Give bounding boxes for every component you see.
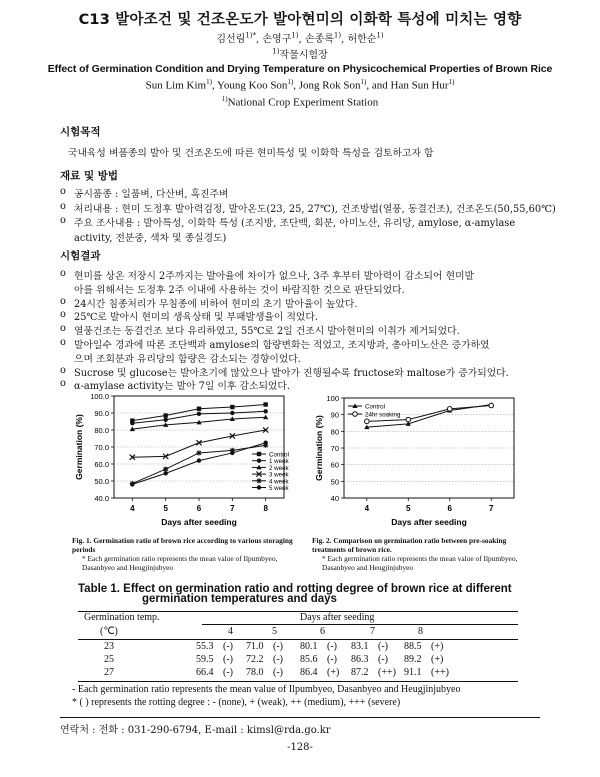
data-point xyxy=(163,418,167,422)
table-cell-rotting: (-) xyxy=(273,667,283,678)
legend-label: 2 week xyxy=(269,464,289,472)
y-tick-label: 60 xyxy=(330,460,339,470)
table-rule-mid xyxy=(78,639,518,640)
y-tick-label: 60.0 xyxy=(94,460,109,469)
bullet-text: 공시품종 : 일품벼, 다산벼, 흑진주벼 xyxy=(74,189,229,200)
table-cell-temp: 23 xyxy=(104,641,114,652)
authors-korean: 김선림$^{1)*}$, 손영구$^{1)}$, 손종록$^{1)}$, 허한순$^{1)}$ xyxy=(216,31,384,45)
table-cell-rotting: (-) xyxy=(223,641,233,652)
data-point xyxy=(263,441,267,445)
table-cell-rotting: (+) xyxy=(431,654,444,665)
table-cell-rotting: (-) xyxy=(273,654,283,665)
bullet-text: 으며 조회분과 유리당의 함량은 감소되는 경향이었다. xyxy=(74,353,301,365)
y-axis-label: Germination (%) xyxy=(74,414,84,480)
bullet-marker: o xyxy=(60,268,66,279)
objective-text: 국내육성 벼품종의 발아 및 건조온도에 따른 현미특성 및 이화학 특성을 검토하고자 함 xyxy=(68,148,434,159)
x-tick-label: 8 xyxy=(263,504,268,513)
legend-label: Control xyxy=(365,403,385,411)
figure-2-caption: Fig. 2. Comparison on germination ratio between pre-soaking treatments of brown rice. * Each germination ratio represents the mean value of Ilpumbyeo, Dasanbyeo and Heugjinjubyeo xyxy=(312,536,518,572)
bullet-marker: o xyxy=(60,200,66,212)
data-point xyxy=(163,413,167,417)
table-cell-rotting: (-) xyxy=(378,641,388,652)
legend-label: 24hr soaking xyxy=(365,411,401,419)
results-heading: 시험결과 xyxy=(60,250,101,262)
data-point xyxy=(197,458,201,462)
table-cell-rotting: (-) xyxy=(327,641,337,652)
table-cell-rotting: (+) xyxy=(431,641,444,652)
footer-rule xyxy=(60,717,540,718)
data-point xyxy=(230,451,234,455)
table-cell-value: 71.0 xyxy=(246,641,264,652)
table-cell-value: 78.0 xyxy=(246,667,264,678)
table-cell-value: 86.3 xyxy=(351,654,369,665)
legend-marker xyxy=(257,459,261,463)
page-number: -128- xyxy=(287,742,313,753)
y-tick-label: 80.0 xyxy=(94,426,109,435)
table-cell-temp: 25 xyxy=(104,654,114,665)
figure-2-chart xyxy=(310,388,525,534)
table-col-group: Days after seeding xyxy=(300,612,375,623)
figure-1-chart xyxy=(72,388,297,534)
data-point xyxy=(130,482,134,486)
data-point xyxy=(263,402,267,406)
legend-marker xyxy=(257,485,261,489)
x-tick-label: 6 xyxy=(447,504,452,513)
data-point xyxy=(263,409,267,413)
affiliation-korean: $^{1)}$작물시험장 xyxy=(272,47,328,61)
table-cell-value: 80.1 xyxy=(300,641,318,652)
y-tick-label: 50.0 xyxy=(94,477,109,486)
y-tick-label: 90.0 xyxy=(94,409,109,418)
table-cell-value: 55.3 xyxy=(196,641,214,652)
x-tick-label: 5 xyxy=(163,504,168,513)
x-tick-label: 4 xyxy=(130,504,135,513)
x-tick-label: 6 xyxy=(196,504,202,513)
table-day-header: 7 xyxy=(370,626,375,637)
table-cell-value: 83.1 xyxy=(351,641,369,652)
table-cell-rotting: (-) xyxy=(273,641,283,652)
legend-label: 4 week xyxy=(269,478,289,486)
table-cell-value: 91.1 xyxy=(404,667,422,678)
table-cell-value: 86.4 xyxy=(300,667,318,678)
data-point xyxy=(130,421,134,425)
figure-1-caption: Fig. 1. Germination ratio of brown rice according to various storaging periods * Each germination ratio represents the mean value of Ilpumbyeo, Dasanbyeo and Heugjinjubyeo xyxy=(72,536,293,572)
y-tick-label: 80 xyxy=(330,427,339,437)
table-cell-value: 66.4 xyxy=(196,667,214,678)
bullet-text: 아를 위해서는 도정후 2주 이내에 사용하는 것이 바람직한 것으로 판단되었다. xyxy=(74,284,405,296)
bullet-marker: o xyxy=(60,309,66,321)
legend-marker xyxy=(353,412,358,417)
data-point xyxy=(196,450,201,455)
objective-heading: 시험목적 xyxy=(60,126,101,138)
bullet-marker: o xyxy=(60,323,66,335)
table-cell-value: 72.2 xyxy=(246,654,264,665)
table-note-1: - Each germination ratio represents the mean value of Ilpumbyeo, Dasanbyeo and Heugjinjubyeo xyxy=(72,684,461,695)
data-point xyxy=(230,411,234,415)
legend-label: Control xyxy=(269,451,289,459)
x-axis-label: Days after seeding xyxy=(391,517,467,527)
bullet-marker: o xyxy=(60,295,66,307)
table-row-head-1: Germination temp. xyxy=(84,612,160,623)
table-day-header: 6 xyxy=(320,626,325,637)
table-cell-rotting: (++) xyxy=(431,667,449,678)
bullet-text: 현미를 상온 저장시 2주까지는 발아율에 차이가 없으나, 3주 후부터 발아력이 감소되어 현미발 xyxy=(74,271,474,282)
table-cell-temp: 27 xyxy=(104,667,114,678)
table-cell-rotting: (-) xyxy=(223,667,233,678)
bullet-marker: o xyxy=(60,186,66,197)
table-title: Table 1. Effect on germination ratio and rotting degree of brown rice at different germination temperatures and days xyxy=(78,583,512,605)
table-note-2: * ( ) represents the rotting degree : - (none), + (weak), ++ (medium), +++ (severe) xyxy=(72,697,401,708)
bullet-text: 열풍건조는 동결건조 보다 유리하였고, 55℃로 2일 건조시 발아현미의 이취가 제거되었다. xyxy=(74,326,460,338)
y-tick-label: 90 xyxy=(330,410,339,420)
legend-label: 1 week xyxy=(269,458,289,466)
table-cell-rotting: (-) xyxy=(378,654,388,665)
legend-marker xyxy=(256,478,261,483)
y-tick-label: 70.0 xyxy=(94,443,109,452)
data-point xyxy=(447,407,452,412)
bullet-text: 25℃로 발아시 현미의 생육상태 및 부패발생율이 적었다. xyxy=(74,312,318,324)
y-tick-label: 50 xyxy=(330,477,339,487)
bullet-text: Sucrose 및 glucose는 발아초기에 많았으나 발아가 진행될수록 fructose와 maltose가 증가되었다. xyxy=(74,367,509,379)
legend-label: 5 week xyxy=(269,485,289,492)
legend-label: 3 week xyxy=(269,471,289,479)
table-day-header: 5 xyxy=(272,626,277,637)
contact-info: 연락처 : 전화 : 031-290-6794, E-mail : kimsl@rda.go.kr xyxy=(60,725,331,736)
bullet-text: 24시간 침종처리가 무침종에 비하여 현미의 초기 발아율이 높았다. xyxy=(74,298,358,310)
x-axis-label: Days after seeding xyxy=(161,517,237,527)
table-cell-rotting: (-) xyxy=(223,654,233,665)
bullet-marker: o xyxy=(60,337,66,348)
data-point xyxy=(230,405,234,409)
bullet-marker: o xyxy=(60,364,66,376)
x-tick-label: 7 xyxy=(488,504,494,513)
table-cell-value: 88.5 xyxy=(404,641,422,652)
paper-title: C13 발아조건 및 건조온도가 발아현미의 이화학 특성에 미치는 영향 xyxy=(78,12,522,28)
x-tick-label: 5 xyxy=(406,504,411,513)
bullet-text: 처리내용 : 현미 도정후 발아력검정, 발아온도(23, 25, 27℃), 건조방법(열풍, 동결건조), 건조온도(50,55,60℃) xyxy=(74,203,556,215)
table-cell-value: 59.5 xyxy=(196,654,214,665)
materials-heading: 재료 및 방법 xyxy=(60,170,119,182)
data-point xyxy=(406,417,411,422)
x-tick-label: 7 xyxy=(230,504,235,513)
bullet-text: activity, 전분중, 색차 및 종실경도) xyxy=(74,232,227,244)
table-day-header: 4 xyxy=(228,626,233,637)
table-cell-value: 89.2 xyxy=(404,654,422,665)
bullet-text: 주요 조사내용 : 발아특성, 이화학 특성 (조지방, 조단백, 회분, 아미노산, 유리당, amylose, α-amylase xyxy=(74,218,516,229)
authors-english: Sun Lim Kim$^{1)}$, Young Koo Son$^{1)}$, Jong Rok Son$^{1)}$, and Han Sun Hur$^{1)}$ xyxy=(145,78,455,92)
bullet-marker: o xyxy=(60,215,66,226)
table-cell-rotting: (+) xyxy=(327,667,340,678)
y-tick-label: 40 xyxy=(330,494,339,503)
paper-title-english: Effect of Germination Condition and Drying Temperature on Physicochemical Properties of Brown Rice xyxy=(47,63,553,75)
y-tick-label: 100 xyxy=(326,394,339,403)
data-point xyxy=(197,407,201,411)
bullet-marker: o xyxy=(60,378,66,390)
table-cell-rotting: (++) xyxy=(378,667,396,678)
data-point xyxy=(197,412,201,416)
bullet-text: α-amylase activity는 발아 7일 이후 감소되었다. xyxy=(74,381,290,393)
data-point xyxy=(163,467,168,472)
y-tick-label: 40.0 xyxy=(94,494,109,503)
table-rule-bottom xyxy=(78,681,518,682)
y-axis-label: Germination (%) xyxy=(314,415,324,481)
table-cell-rotting: (-) xyxy=(327,654,337,665)
y-tick-label: 70 xyxy=(330,444,339,453)
table-cell-value: 85.6 xyxy=(300,654,318,665)
x-tick-label: 4 xyxy=(364,504,370,513)
table-rule-group xyxy=(202,624,518,625)
data-point xyxy=(365,419,370,424)
table-cell-value: 87.2 xyxy=(351,667,369,678)
bullet-text: 발아일수 경과에 따론 조단백과 amylose의 함량변화는 적었고, 조지방과, 총아미노산은 증가하였 xyxy=(74,340,490,351)
y-tick-label: 100.0 xyxy=(90,392,109,401)
legend-marker xyxy=(257,452,261,456)
data-point xyxy=(489,403,494,408)
affiliation-english: $^{1)}$National Crop Experiment Station xyxy=(221,95,379,109)
table-day-header: 8 xyxy=(418,626,423,637)
series-line xyxy=(132,443,265,485)
data-point xyxy=(163,471,167,475)
table-row-head-2: (℃) xyxy=(100,626,118,637)
